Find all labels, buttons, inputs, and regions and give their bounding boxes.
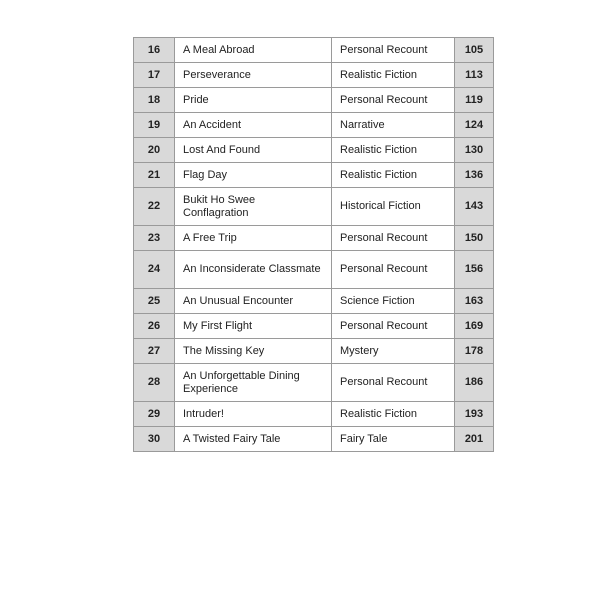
chapter-genre: Personal Recount xyxy=(332,251,455,289)
chapter-genre: Personal Recount xyxy=(332,364,455,402)
table-row xyxy=(134,339,494,364)
table-row xyxy=(134,289,494,314)
table-row xyxy=(134,63,494,88)
chapter-title: Flag Day xyxy=(175,163,332,188)
table-row xyxy=(134,364,494,402)
chapter-title: An Accident xyxy=(175,113,332,138)
table-row xyxy=(134,402,494,427)
chapter-genre: Science Fiction xyxy=(332,289,455,314)
chapter-genre: Realistic Fiction xyxy=(332,163,455,188)
table-row xyxy=(134,314,494,339)
chapter-number: 19 xyxy=(134,113,175,138)
chapter-genre: Fairy Tale xyxy=(332,427,455,452)
chapter-page: 193 xyxy=(455,402,494,427)
chapter-genre: Realistic Fiction xyxy=(332,138,455,163)
chapter-number: 16 xyxy=(134,38,175,63)
chapter-number: 29 xyxy=(134,402,175,427)
chapter-number: 17 xyxy=(134,63,175,88)
chapter-genre: Historical Fiction xyxy=(332,188,455,226)
chapter-page: 186 xyxy=(455,364,494,402)
chapter-page: 119 xyxy=(455,88,494,113)
chapter-genre: Narrative xyxy=(332,113,455,138)
table-row xyxy=(134,163,494,188)
chapter-number: 28 xyxy=(134,364,175,402)
chapter-page: 156 xyxy=(455,251,494,289)
chapter-title: A Meal Abroad xyxy=(175,38,332,63)
chapter-genre: Personal Recount xyxy=(332,314,455,339)
chapter-title: An Inconsiderate Classmate xyxy=(175,251,332,289)
chapter-number: 26 xyxy=(134,314,175,339)
chapter-number: 30 xyxy=(134,427,175,452)
table-row xyxy=(134,113,494,138)
chapter-title: Pride xyxy=(175,88,332,113)
chapter-title: An Unforgettable Dining Experience xyxy=(175,364,332,402)
chapter-genre: Realistic Fiction xyxy=(332,63,455,88)
chapter-title: Perseverance xyxy=(175,63,332,88)
chapter-title: An Unusual Encounter xyxy=(175,289,332,314)
chapter-number: 22 xyxy=(134,188,175,226)
chapter-page: 169 xyxy=(455,314,494,339)
table-row xyxy=(134,226,494,251)
chapter-genre: Personal Recount xyxy=(332,226,455,251)
chapter-page: 143 xyxy=(455,188,494,226)
table-row xyxy=(134,251,494,289)
chapter-number: 25 xyxy=(134,289,175,314)
chapter-number: 27 xyxy=(134,339,175,364)
table-row xyxy=(134,138,494,163)
chapter-page: 178 xyxy=(455,339,494,364)
chapter-number: 23 xyxy=(134,226,175,251)
chapter-number: 20 xyxy=(134,138,175,163)
chapter-page: 150 xyxy=(455,226,494,251)
chapter-page: 201 xyxy=(455,427,494,452)
table-row xyxy=(134,38,494,63)
table-row xyxy=(134,188,494,226)
chapter-genre: Realistic Fiction xyxy=(332,402,455,427)
chapter-genre: Mystery xyxy=(332,339,455,364)
chapter-genre: Personal Recount xyxy=(332,38,455,63)
chapter-page: 105 xyxy=(455,38,494,63)
chapter-title: Lost And Found xyxy=(175,138,332,163)
table-row xyxy=(134,88,494,113)
chapter-title: Intruder! xyxy=(175,402,332,427)
chapter-genre: Personal Recount xyxy=(332,88,455,113)
chapter-title: A Twisted Fairy Tale xyxy=(175,427,332,452)
chapter-title: My First Flight xyxy=(175,314,332,339)
contents-table xyxy=(133,37,494,452)
chapter-number: 21 xyxy=(134,163,175,188)
chapter-number: 18 xyxy=(134,88,175,113)
chapter-page: 124 xyxy=(455,113,494,138)
chapter-page: 136 xyxy=(455,163,494,188)
chapter-page: 130 xyxy=(455,138,494,163)
table-row xyxy=(134,427,494,452)
chapter-title: A Free Trip xyxy=(175,226,332,251)
chapter-number: 24 xyxy=(134,251,175,289)
chapter-page: 163 xyxy=(455,289,494,314)
chapter-title: The Missing Key xyxy=(175,339,332,364)
chapter-title: Bukit Ho Swee Conflagration xyxy=(175,188,332,226)
chapter-page: 113 xyxy=(455,63,494,88)
